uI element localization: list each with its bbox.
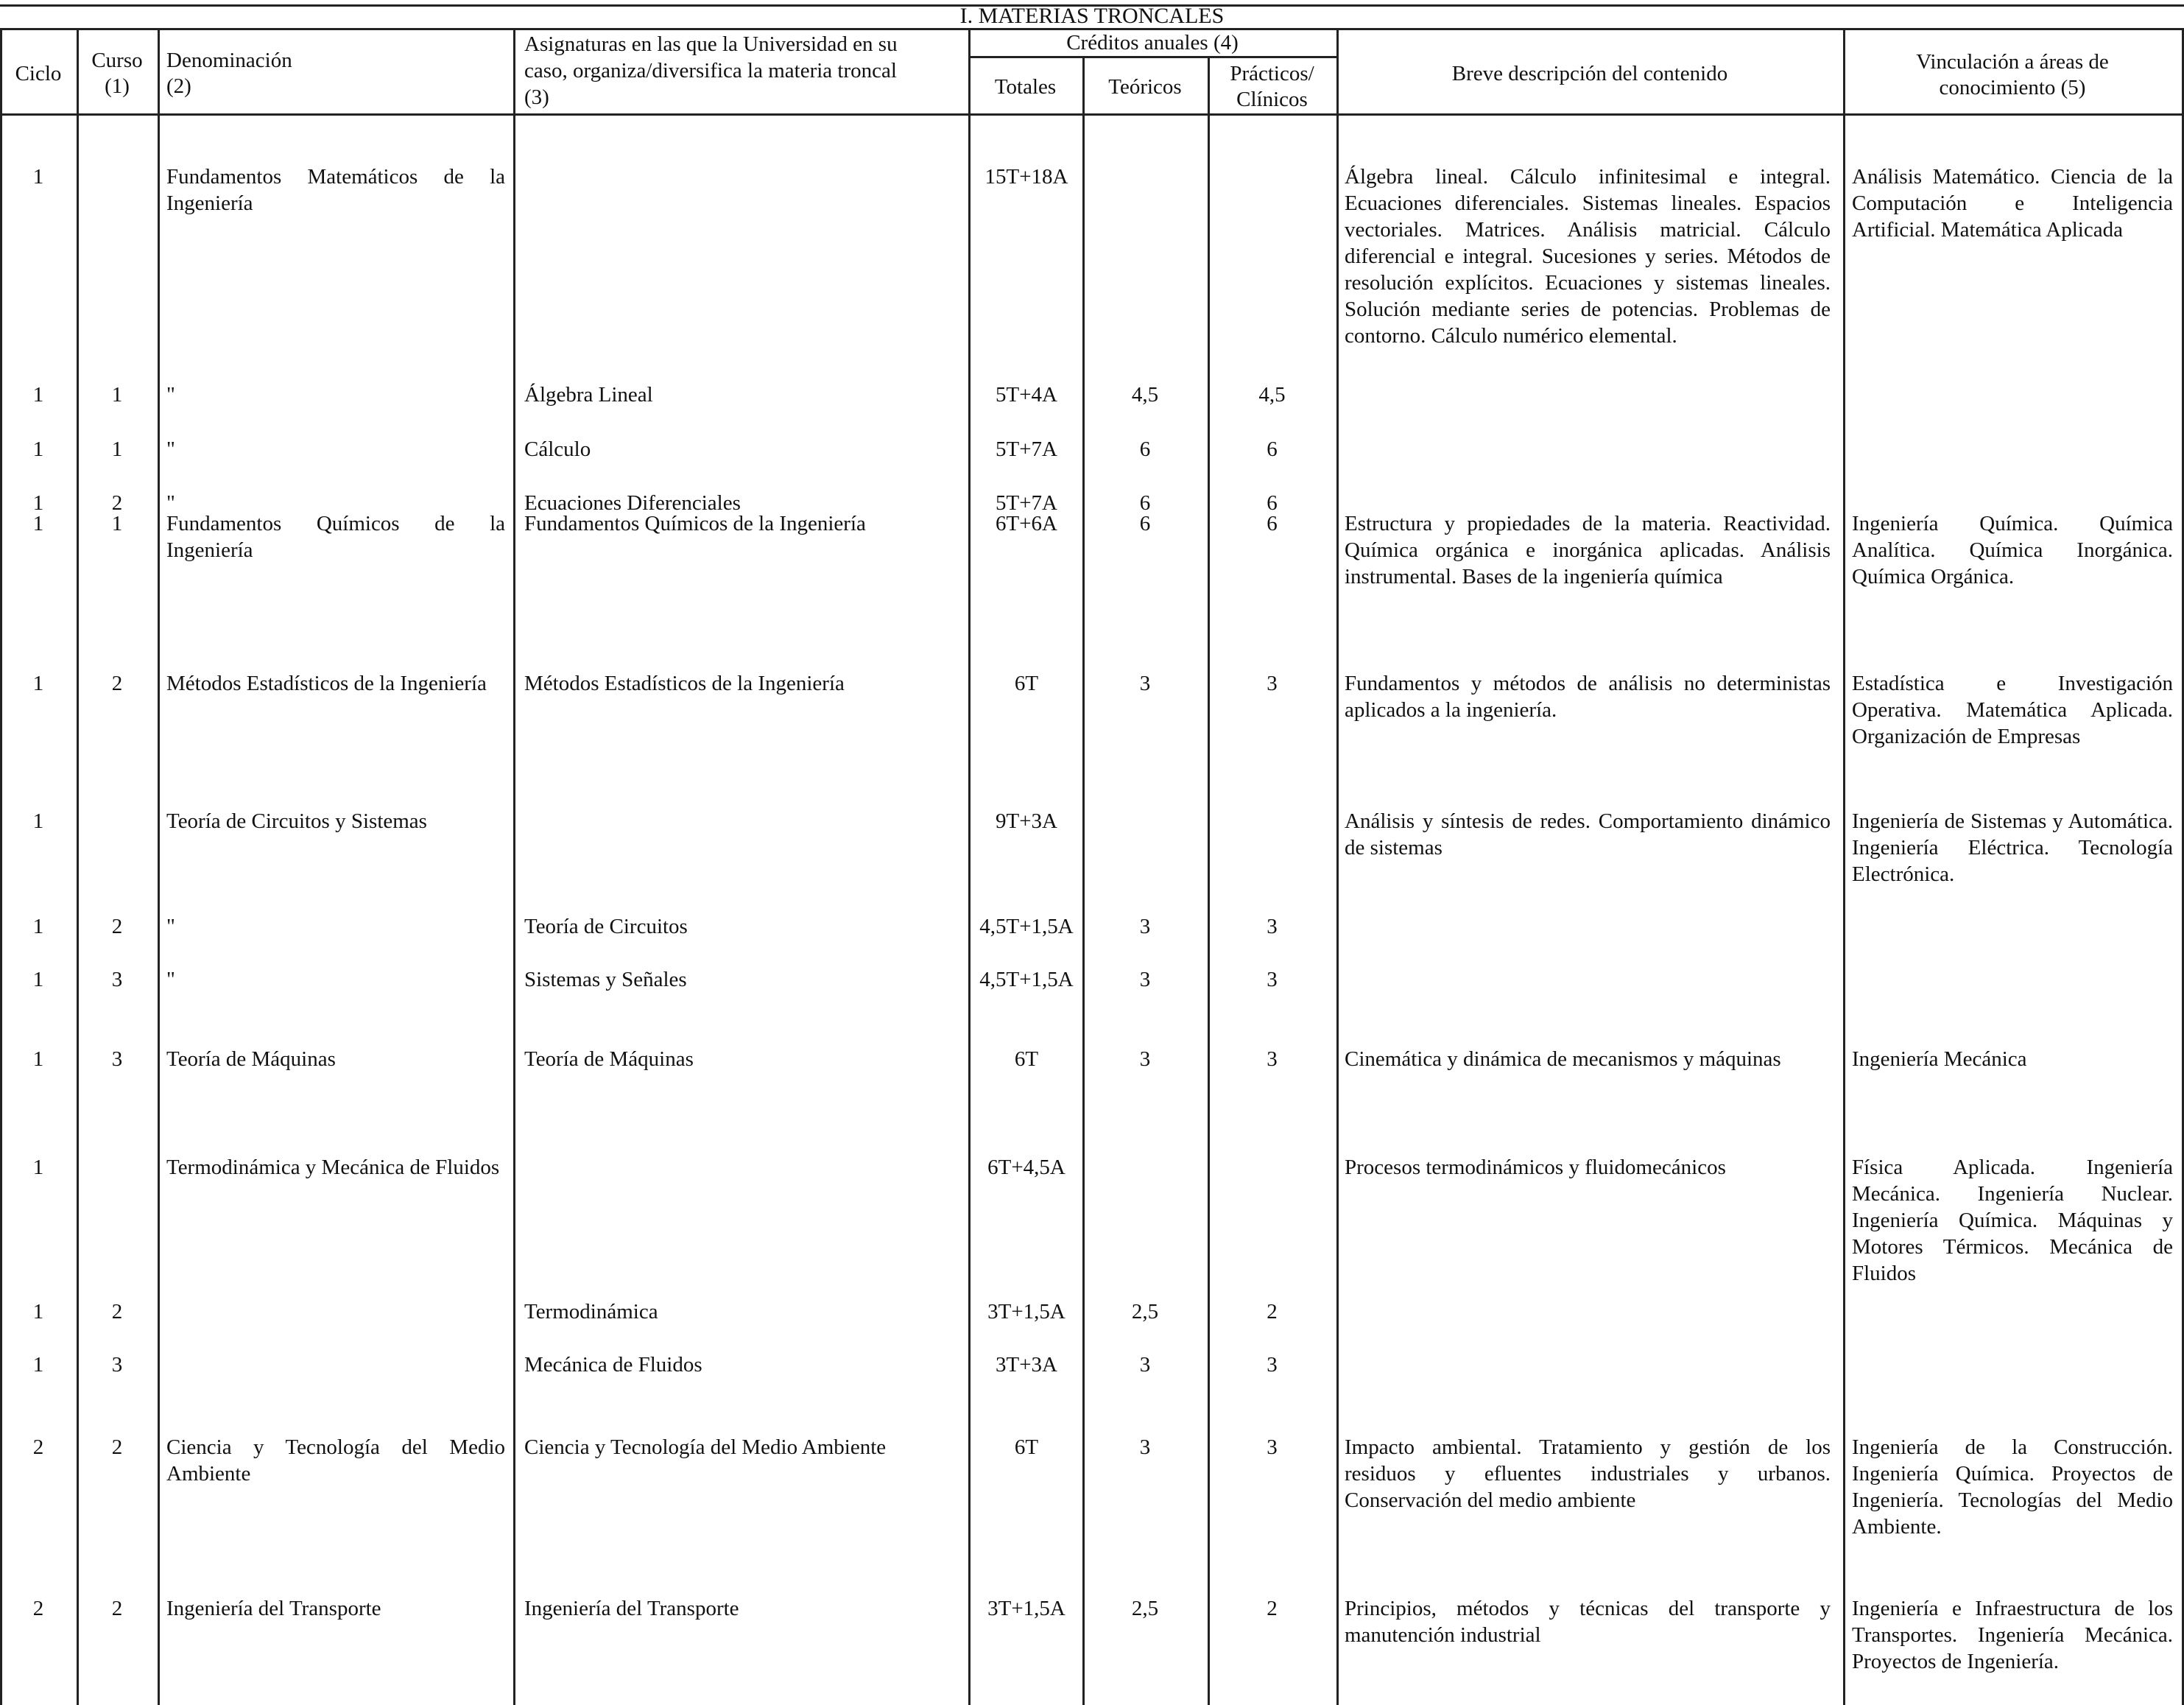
cell-curso: 1 <box>111 437 123 461</box>
cell-asignatura: Sistemas y Señales <box>524 968 687 991</box>
header-divider <box>0 113 2184 116</box>
cell-asignatura: Teoría de Circuitos <box>524 915 688 938</box>
cell-ciclo: 1 <box>32 915 44 938</box>
cell-ciclo: 1 <box>32 809 44 833</box>
col-line-practicos <box>1336 28 1339 1705</box>
cell-curso: 2 <box>111 1597 123 1620</box>
header-practicos: Prácticos/ <box>1230 62 1314 85</box>
cell-totales: 5T+7A <box>995 491 1057 515</box>
header-clinicos: Clínicos <box>1236 88 1308 111</box>
cell-ciclo: 1 <box>32 672 44 695</box>
cell-teoricos: 4,5 <box>1131 383 1159 407</box>
cell-areas: Análisis Matemático. Ciencia de la Computación e Inteligencia Artificial. Matemática Aplicada <box>1852 165 2173 242</box>
cell-totales: 15T+18A <box>984 165 1068 189</box>
creditos-divider <box>968 56 1336 58</box>
cell-curso: 2 <box>111 491 123 515</box>
cell-curso: 3 <box>111 968 123 991</box>
header-curso-ref: (1) <box>105 74 130 98</box>
cell-teoricos: 3 <box>1139 915 1151 938</box>
cell-teoricos: 3 <box>1139 1047 1151 1071</box>
cell-totales: 6T <box>1014 1435 1039 1459</box>
cell-practicos: 2 <box>1267 1597 1278 1620</box>
cell-totales: 6T <box>1014 1047 1039 1071</box>
cell-curso: 2 <box>111 1435 123 1459</box>
cell-denominacion: " <box>166 915 175 938</box>
cell-practicos: 6 <box>1267 512 1278 535</box>
cell-descripcion: Álgebra lineal. Cálculo infinitesimal e integral. Ecuaciones diferenciales. Sistemas lineales. Espacios vectoriales. Matrices. Análisis matricial. Cálculo diferencial e integral. Sucesiones y series. Métodos de resolución explícitos. Ecuaciones y sistemas lineales. Solución mediante series de potencias. Problemas de contorno. Cálculo numérico elemental. <box>1345 165 1831 348</box>
cell-totales: 9T+3A <box>995 809 1057 833</box>
header-ciclo: Ciclo <box>15 62 62 85</box>
cell-asignatura: Ingeniería del Transporte <box>524 1597 739 1620</box>
cell-totales: 3T+3A <box>995 1353 1057 1377</box>
cell-totales: 4,5T+1,5A <box>979 968 1074 991</box>
cell-ciclo: 1 <box>32 1300 44 1323</box>
cell-denominacion: Ingeniería del Transporte <box>166 1597 381 1620</box>
cell-curso: 2 <box>111 915 123 938</box>
cell-teoricos: 6 <box>1139 512 1151 535</box>
header-asignaturas-ref: (3) <box>524 85 549 109</box>
cell-practicos: 2 <box>1267 1300 1278 1323</box>
cell-teoricos: 2,5 <box>1131 1597 1159 1620</box>
cell-asignatura: Ciencia y Tecnología del Medio Ambiente <box>524 1435 887 1459</box>
cell-practicos: 6 <box>1267 491 1278 515</box>
cell-denominacion: Teoría de Circuitos y Sistemas <box>166 809 427 833</box>
cell-asignatura: Álgebra Lineal <box>524 383 653 407</box>
header-totales: Totales <box>994 75 1057 99</box>
cell-ciclo: 1 <box>32 1047 44 1071</box>
cell-denominacion: Fundamentos Matemáticos de la Ingeniería <box>166 165 505 215</box>
cell-ciclo: 1 <box>32 1156 44 1179</box>
cell-asignatura: Ecuaciones Diferenciales <box>524 491 741 515</box>
cell-ciclo: 2 <box>32 1597 44 1620</box>
cell-ciclo: 1 <box>32 165 44 189</box>
cell-areas: Ingeniería de la Construcción. Ingeniería Química. Proyectos de Ingeniería. Tecnologías del Medio Ambiente. <box>1852 1435 2173 1539</box>
cell-areas: Ingeniería e Infraestructura de los Transportes. Ingeniería Mecánica. Proyectos de Ingeniería. <box>1852 1597 2173 1673</box>
cell-teoricos: 6 <box>1139 491 1151 515</box>
cell-ciclo: 1 <box>32 437 44 461</box>
cell-denominacion: Métodos Estadísticos de la Ingeniería <box>166 672 487 695</box>
cell-descripcion: Cinemática y dinámica de mecanismos y máquinas <box>1345 1047 1781 1071</box>
cell-descripcion: Procesos termodinámicos y fluidomecánicos <box>1345 1156 1726 1179</box>
cell-denominacion: Ciencia y Tecnología del Medio Ambiente <box>166 1435 505 1486</box>
cell-teoricos: 2,5 <box>1131 1300 1159 1323</box>
header-vinculacion-ref: conocimiento (5) <box>1939 76 2086 99</box>
col-line-denominacion <box>513 28 515 1705</box>
cell-asignatura: Teoría de Máquinas <box>524 1047 694 1071</box>
cell-practicos: 3 <box>1267 1353 1278 1377</box>
cell-practicos: 3 <box>1267 1047 1278 1071</box>
cell-totales: 4,5T+1,5A <box>979 915 1074 938</box>
cell-areas: Estadística e Investigación Operativa. Matemática Aplicada. Organización de Empresas <box>1852 672 2173 748</box>
cell-curso: 2 <box>111 672 123 695</box>
cell-curso: 1 <box>111 383 123 407</box>
header-asignaturas-line2: caso, organiza/diversifica la materia troncal <box>524 59 897 82</box>
cell-curso: 2 <box>111 1300 123 1323</box>
cell-denominacion: " <box>166 491 175 515</box>
cell-ciclo: 1 <box>32 968 44 991</box>
cell-practicos: 3 <box>1267 1435 1278 1459</box>
cell-areas: Física Aplicada. Ingeniería Mecánica. Ingeniería Nuclear. Ingeniería Química. Máquinas y Motores Térmicos. Mecánica de Fluidos <box>1852 1156 2173 1285</box>
cell-ciclo: 1 <box>32 383 44 407</box>
cell-ciclo: 2 <box>32 1435 44 1459</box>
cell-totales: 3T+1,5A <box>987 1597 1065 1620</box>
cell-denominacion: Fundamentos Químicos de la Ingeniería <box>166 512 505 562</box>
header-descripcion: Breve descripción del contenido <box>1451 62 1728 85</box>
cell-asignatura: Fundamentos Químicos de la Ingeniería <box>524 512 866 535</box>
cell-asignatura: Métodos Estadísticos de la Ingeniería <box>524 672 845 695</box>
cell-areas: Ingeniería Química. Química Analítica. Química Inorgánica. Química Orgánica. <box>1852 512 2173 588</box>
cell-descripcion: Principios, métodos y técnicas del transporte y manutención industrial <box>1345 1597 1831 1647</box>
col-line-curso <box>158 28 160 1705</box>
cell-curso: 3 <box>111 1353 123 1377</box>
cell-descripcion: Análisis y síntesis de redes. Comportamiento dinámico de sistemas <box>1345 809 1831 859</box>
cell-practicos: 6 <box>1267 437 1278 461</box>
cell-descripcion: Estructura y propiedades de la materia. Reactividad. Química orgánica e inorgánica aplicadas. Análisis instrumental. Bases de la ingeniería química <box>1345 512 1831 588</box>
cell-practicos: 3 <box>1267 672 1278 695</box>
cell-areas: Ingeniería de Sistemas y Automática. Ingeniería Eléctrica. Tecnología Electrónica. <box>1852 809 2173 886</box>
cell-teoricos: 6 <box>1139 437 1151 461</box>
cell-descripcion: Fundamentos y métodos de análisis no deterministas aplicados a la ingeniería. <box>1345 672 1831 722</box>
cell-denominacion: Teoría de Máquinas <box>166 1047 336 1071</box>
cell-totales: 3T+1,5A <box>987 1300 1065 1323</box>
cell-totales: 5T+7A <box>995 437 1057 461</box>
cell-denominacion: " <box>166 968 175 991</box>
cell-curso: 3 <box>111 1047 123 1071</box>
header-asignaturas-line1: Asignaturas en las que la Universidad en su <box>524 32 898 56</box>
cell-practicos: 3 <box>1267 915 1278 938</box>
cell-asignatura: Mecánica de Fluidos <box>524 1353 702 1377</box>
cell-practicos: 4,5 <box>1258 383 1286 407</box>
cell-totales: 6T+6A <box>995 512 1057 535</box>
cell-totales: 6T+4,5A <box>987 1156 1065 1179</box>
header-denominacion: Denominación <box>166 49 292 72</box>
header-denominacion-ref: (2) <box>166 74 191 98</box>
cell-teoricos: 3 <box>1139 672 1151 695</box>
cell-denominacion: Termodinámica y Mecánica de Fluidos <box>166 1156 500 1179</box>
col-line-descripcion <box>1843 28 1845 1705</box>
header-teoricos: Teóricos <box>1108 75 1182 99</box>
header-vinculacion: Vinculación a áreas de <box>1916 50 2109 74</box>
header-curso: Curso <box>91 49 143 72</box>
cell-totales: 5T+4A <box>995 383 1057 407</box>
cell-teoricos: 3 <box>1139 968 1151 991</box>
cell-areas: Ingeniería Mecánica <box>1852 1047 2027 1071</box>
table-title: I. MATERIAS TRONCALES <box>959 4 1225 28</box>
header-creditos: Créditos anuales (4) <box>1066 31 1239 55</box>
cell-denominacion: " <box>166 383 175 407</box>
cell-practicos: 3 <box>1267 968 1278 991</box>
cell-ciclo: 1 <box>32 1353 44 1377</box>
cell-ciclo: 1 <box>32 512 44 535</box>
cell-curso: 1 <box>111 512 123 535</box>
cell-ciclo: 1 <box>32 491 44 515</box>
cell-asignatura: Termodinámica <box>524 1300 658 1323</box>
cell-teoricos: 3 <box>1139 1353 1151 1377</box>
cell-asignatura: Cálculo <box>524 437 591 461</box>
cell-teoricos: 3 <box>1139 1435 1151 1459</box>
cell-descripcion: Impacto ambiental. Tratamiento y gestión de los residuos y efluentes industriales y urbanos. Conservación del medio ambiente <box>1345 1435 1831 1512</box>
cell-totales: 6T <box>1014 672 1039 695</box>
cell-denominacion: " <box>166 437 175 461</box>
